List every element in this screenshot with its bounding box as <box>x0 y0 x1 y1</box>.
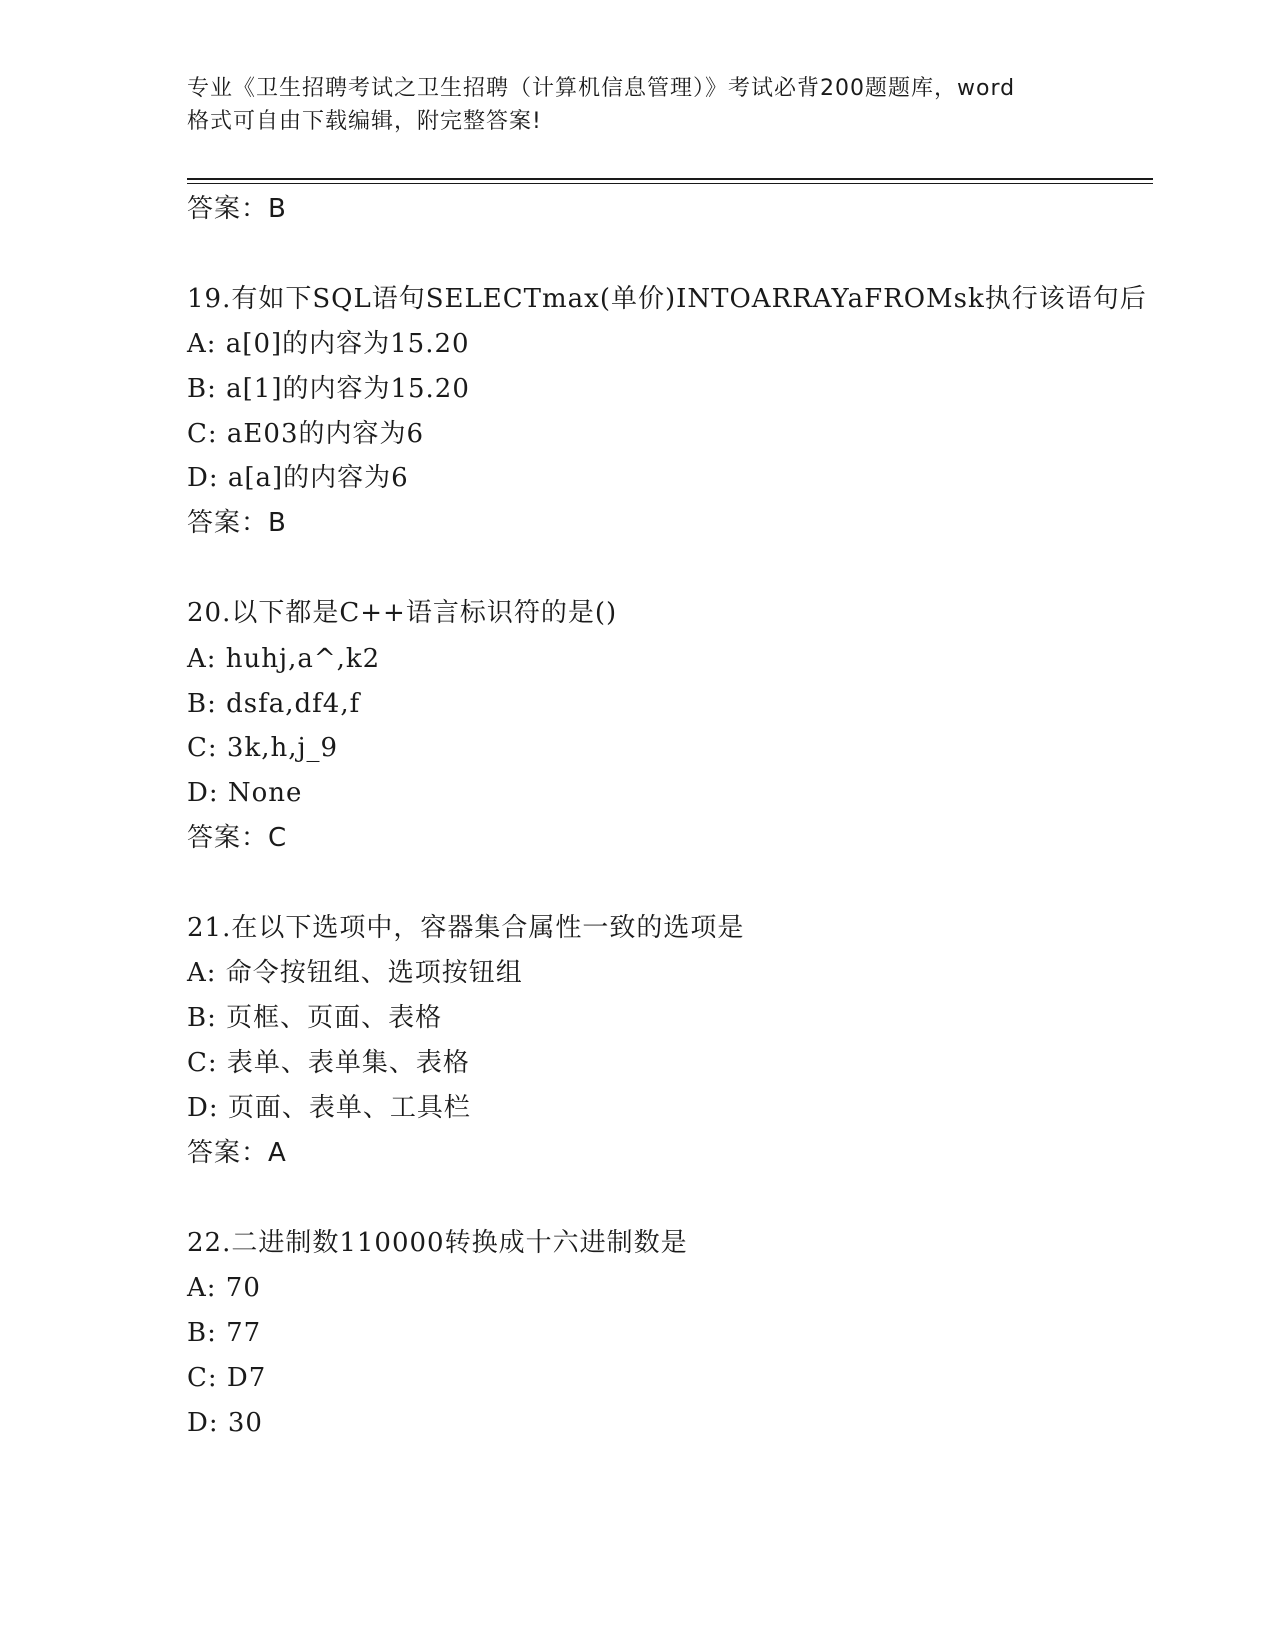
header-divider <box>187 178 1153 180</box>
question-21-option-c: C: 表单、表单集、表格 <box>187 1048 470 1078</box>
question-20-answer: 答案：C <box>187 823 288 853</box>
question-22-option-a: A: 70 <box>187 1273 261 1303</box>
question-20-stem: 20.以下都是C++语言标识符的是() <box>187 598 618 628</box>
question-22-option-d: D: 30 <box>187 1408 263 1438</box>
header-line-2: 格式可自由下载编辑，附完整答案! <box>187 109 542 134</box>
question-22-option-b: B: 77 <box>187 1318 262 1348</box>
question-22-option-c: C: D7 <box>187 1363 267 1393</box>
question-19-option-b: B: a[1]的内容为15.20 <box>187 374 470 404</box>
question-21-stem: 21.在以下选项中，容器集合属性一致的选项是 <box>187 913 745 943</box>
question-19-option-d: D: a[a]的内容为6 <box>187 463 409 493</box>
question-22-stem: 22.二进制数110000转换成十六进制数是 <box>187 1228 688 1258</box>
question-20-option-b: B: dsfa,df4,f <box>187 689 361 719</box>
question-21-answer: 答案：A <box>187 1138 287 1168</box>
question-20-option-c: C: 3k,h,j_9 <box>187 733 339 763</box>
question-21-option-b: B: 页框、页面、表格 <box>187 1003 443 1033</box>
question-20-option-a: A: huhj,a^,k2 <box>187 644 381 674</box>
question-19-option-c: C: aE03的内容为6 <box>187 419 425 449</box>
header-divider-thin <box>187 183 1153 184</box>
question-19-stem: 19.有如下SQL语句SELECTmax(单价)INTOARRAYaFROMsk执行该语句后 <box>187 284 1147 314</box>
question-19-answer: 答案：B <box>187 508 287 538</box>
question-19-option-a: A: a[0]的内容为15.20 <box>187 329 470 359</box>
question-20-option-d: D: None <box>187 778 303 808</box>
question-21-option-d: D: 页面、表单、工具栏 <box>187 1093 471 1123</box>
header-line-1: 专业《卫生招聘考试之卫生招聘（计算机信息管理）》考试必背200题题库，word <box>187 76 1016 101</box>
answer-prev: 答案：B <box>187 194 287 224</box>
document-header <box>187 72 1107 138</box>
question-21-option-a: A: 命令按钮组、选项按钮组 <box>187 958 523 988</box>
